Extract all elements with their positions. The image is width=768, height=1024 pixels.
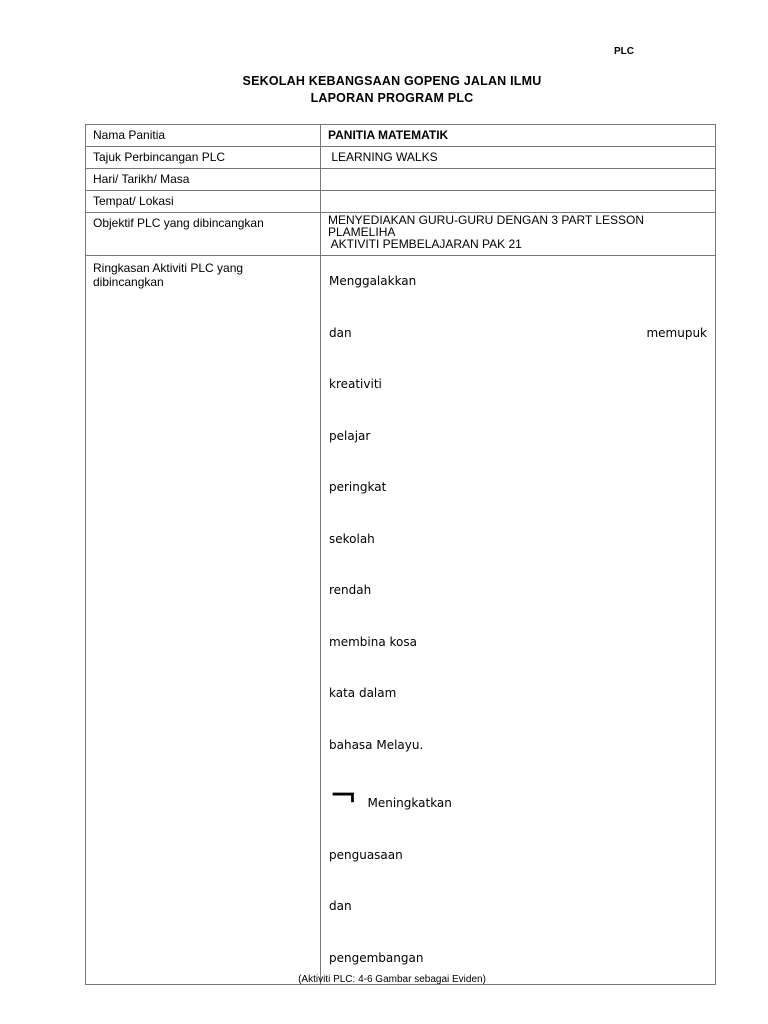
table-row [86, 256, 716, 985]
field-label: Tajuk Perbincangan PLC [86, 147, 321, 169]
table-row [86, 125, 716, 147]
summary-word: Meningkatkan [367, 796, 452, 810]
date-value [321, 169, 716, 191]
footer-note: (Aktiviti PLC: 4-6 Gambar sebagai Eviden) [298, 974, 486, 985]
table-row [86, 191, 716, 213]
summary-line: pengembangan [329, 950, 424, 965]
summary-line: Menggalakkan [329, 274, 417, 288]
field-label: Ringkasan Aktiviti PLC yang dibincangkan [86, 256, 321, 985]
summary-line: peringkat [329, 480, 387, 494]
field-label: Nama Panitia [86, 125, 321, 147]
field-label: Objektif PLC yang dibincangkan [86, 213, 321, 256]
summary-line: penguasaan [329, 847, 403, 862]
field-label: Hari/ Tarikh/ Masa [86, 169, 321, 191]
summary-line [329, 308, 707, 360]
summary-line: kata dalam [329, 686, 397, 700]
school-name: SEKOLAH KEBANGSAAN GOPENG JALAN ILMU [242, 74, 542, 88]
summary-line: pelajar [329, 428, 371, 443]
summary-word: dan [329, 325, 352, 340]
summary-line [329, 771, 707, 830]
objective-value [321, 213, 716, 256]
report-title: LAPORAN PROGRAM PLC [310, 91, 474, 105]
panitia-value: PANITIA MATEMATIK [321, 125, 716, 147]
summary-line: dan [329, 899, 352, 913]
table-row [86, 169, 716, 191]
objective-line: AKTIVITI PEMBELAJARAN PAK 21 [328, 237, 522, 251]
summary-line: membina kosa [329, 634, 417, 649]
summary-line: rendah [329, 583, 372, 597]
summary-value [321, 256, 716, 985]
topic-value: LEARNING WALKS [321, 147, 716, 169]
location-value [321, 191, 716, 213]
summary-line: bahasa Melayu. [329, 737, 424, 752]
corner-label: PLC [614, 46, 634, 57]
table-row [86, 213, 716, 256]
table-row [86, 147, 716, 169]
field-label: Tempat/ Lokasi [86, 191, 321, 213]
negation-symbol-icon: ¬ [329, 776, 358, 816]
summary-line: kreativiti [329, 377, 382, 391]
summary-line: sekolah [329, 531, 375, 546]
plc-report-table [85, 124, 716, 985]
objective-line: PLAMELIHA [328, 225, 396, 239]
summary-word: memupuk [646, 325, 707, 340]
objective-line: MENYEDIAKAN GURU-GURU DENGAN 3 PART LESSON [328, 213, 645, 227]
